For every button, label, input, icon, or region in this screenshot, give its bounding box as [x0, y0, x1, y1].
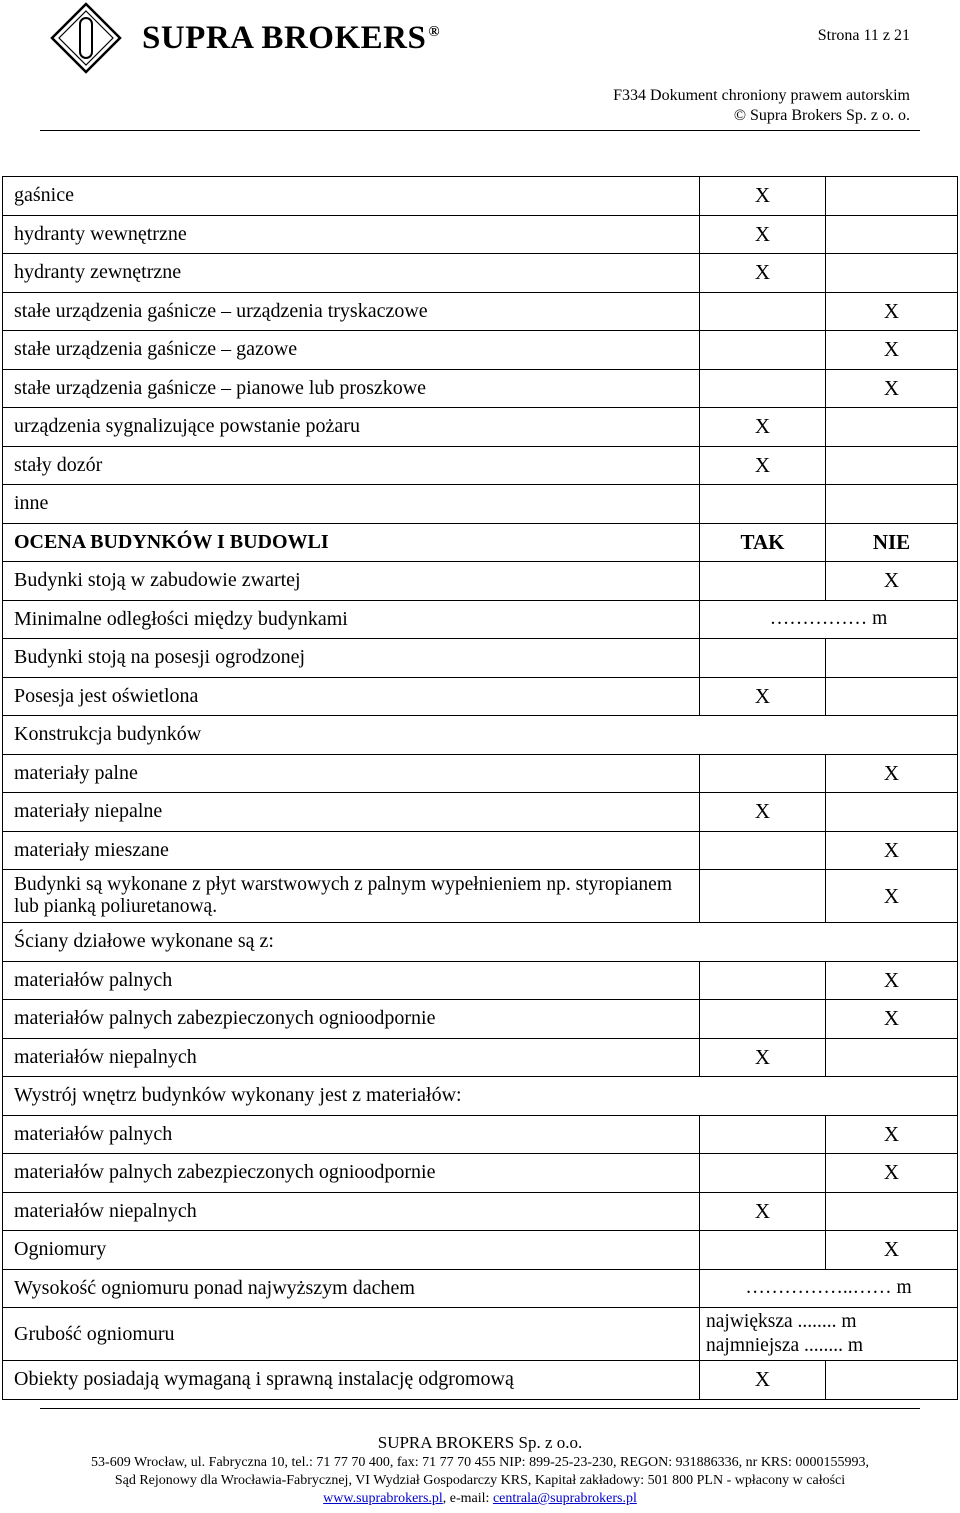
table-row — [3, 1038, 958, 1077]
row-label: materiałów niepalnych — [3, 1038, 700, 1077]
table-row — [3, 331, 958, 370]
mark-no — [826, 485, 958, 524]
row-label: materiały niepalne — [3, 793, 700, 832]
table-row — [3, 1269, 958, 1308]
copyright-notice — [613, 86, 910, 126]
mark-yes — [700, 331, 826, 370]
mark-no — [826, 677, 958, 716]
mark-yes — [700, 870, 826, 923]
subsection-label: Wystrój wnętrz budynków wykonany jest z materiałów: — [3, 1077, 958, 1116]
table-row — [3, 831, 958, 870]
mark-no — [826, 408, 958, 447]
footer-address: 53-609 Wrocław, ul. Fabryczna 10, tel.: 71 77 70 400, fax: 71 77 70 455 NIP: 899-25-23-230, REGON: 931886336, nr KRS: 0000155993, — [91, 1455, 869, 1470]
mark-no: X — [826, 562, 958, 601]
mark-yes — [700, 1115, 826, 1154]
table-row — [3, 1192, 958, 1231]
mark-yes: X — [700, 1038, 826, 1077]
table-row — [3, 754, 958, 793]
table-row — [3, 1154, 958, 1193]
brand-name: SUPRA BROKERS ® — [142, 20, 441, 56]
mark-no — [826, 1038, 958, 1077]
mark-no — [826, 1192, 958, 1231]
mark-no: X — [826, 331, 958, 370]
page-number: Strona 11 z 21 — [817, 27, 910, 44]
row-label: stałe urządzenia gaśnicze – gazowe — [3, 331, 700, 370]
supra-brokers-logo-icon — [50, 2, 122, 74]
table-row — [3, 961, 958, 1000]
mark-no — [826, 793, 958, 832]
row-label: stałe urządzenia gaśnicze – pianowe lub proszkowe — [3, 369, 700, 408]
mark-yes — [700, 1000, 826, 1039]
row-label: Ogniomury — [3, 1231, 700, 1270]
measurement-value: ……………..…… m — [700, 1269, 958, 1308]
mark-yes — [700, 369, 826, 408]
row-label: Obiekty posiadają wymaganą i sprawną instalację odgromową — [3, 1361, 700, 1400]
page-footer — [0, 1432, 960, 1508]
mark-yes: X — [700, 793, 826, 832]
mark-yes — [700, 754, 826, 793]
footer-divider — [40, 1408, 920, 1409]
row-label: stałe urządzenia gaśnicze – urządzenia tryskaczowe — [3, 292, 700, 331]
mark-yes: X — [700, 677, 826, 716]
mark-no: X — [826, 1000, 958, 1039]
table-row — [3, 793, 958, 832]
mark-no — [826, 1361, 958, 1400]
column-yes-header: TAK — [700, 523, 826, 562]
row-label: Posesja jest oświetlona — [3, 677, 700, 716]
table-row — [3, 446, 958, 485]
table-row — [3, 1231, 958, 1270]
column-no-header: NIE — [826, 523, 958, 562]
row-label: materiały mieszane — [3, 831, 700, 870]
email-label: , e-mail: — [442, 1491, 493, 1506]
subsection-row — [3, 716, 958, 755]
mark-yes — [700, 1154, 826, 1193]
subsection-label: Ściany działowe wykonane są z: — [3, 923, 958, 962]
mark-no: X — [826, 1154, 958, 1193]
subsection-label: Konstrukcja budynków — [3, 716, 958, 755]
mark-yes: X — [700, 1192, 826, 1231]
table-row — [3, 177, 958, 216]
mark-no: X — [826, 870, 958, 923]
row-label: Minimalne odległości między budynkami — [3, 600, 700, 639]
mark-yes: X — [700, 215, 826, 254]
row-label: materiałów niepalnych — [3, 1192, 700, 1231]
mark-no: X — [826, 754, 958, 793]
mark-yes: X — [700, 254, 826, 293]
mark-yes: X — [700, 177, 826, 216]
row-label: materiałów palnych zabezpieczonych ognioodpornie — [3, 1000, 700, 1039]
row-label: gaśnice — [3, 177, 700, 216]
row-label: materiałów palnych — [3, 961, 700, 1000]
table-row — [3, 369, 958, 408]
mark-yes: X — [700, 446, 826, 485]
assessment-table — [2, 176, 958, 1400]
footer-court: Sąd Rejonowy dla Wrocławia-Fabrycznej, VI Wydział Gospodarczy KRS, Kapitał zakładowy: 501 800 PLN - wpłacony w całości — [114, 1473, 846, 1488]
website-link[interactable]: www.suprabrokers.pl — [323, 1491, 443, 1506]
mark-yes — [700, 562, 826, 601]
row-label: Budynki są wykonane z płyt warstwowych z palnym wypełnieniem np. styropianem lub pianką poliuretanową. — [3, 870, 700, 923]
mark-no — [826, 446, 958, 485]
subsection-row — [3, 923, 958, 962]
mark-no — [826, 639, 958, 678]
row-label: urządzenia sygnalizujące powstanie pożaru — [3, 408, 700, 447]
row-label: Grubość ogniomuru — [3, 1308, 700, 1361]
mark-no: X — [826, 1231, 958, 1270]
section-title: OCENA BUDYNKÓW I BUDOWLI — [3, 523, 700, 562]
min-thickness: najmniejsza ........ m — [706, 1335, 864, 1356]
registered-mark: ® — [428, 24, 441, 40]
row-label: Budynki stoją w zabudowie zwartej — [3, 562, 700, 601]
measurement-value: …………… m — [700, 600, 958, 639]
table-row — [3, 562, 958, 601]
table-row — [3, 292, 958, 331]
max-thickness: największa ........ m — [706, 1311, 857, 1332]
table-row — [3, 639, 958, 678]
row-label: Wysokość ogniomuru ponad najwyższym dachem — [3, 1269, 700, 1308]
mark-no: X — [826, 292, 958, 331]
mark-yes — [700, 961, 826, 1000]
mark-yes — [700, 639, 826, 678]
document-notice: F334 Dokument chroniony prawem autorskim — [613, 87, 910, 104]
mark-yes — [700, 1231, 826, 1270]
mark-yes: X — [700, 1361, 826, 1400]
mark-no — [826, 215, 958, 254]
table-row — [3, 485, 958, 524]
table-row — [3, 254, 958, 293]
mark-no: X — [826, 369, 958, 408]
header-divider — [40, 130, 920, 131]
table-row — [3, 1115, 958, 1154]
footer-company: SUPRA BROKERS Sp. z o.o. — [377, 1433, 583, 1452]
mark-no — [826, 254, 958, 293]
table-row — [3, 600, 958, 639]
mark-yes — [700, 292, 826, 331]
row-label: inne — [3, 485, 700, 524]
measurement-range — [700, 1308, 958, 1361]
row-label: Budynki stoją na posesji ogrodzonej — [3, 639, 700, 678]
mark-no: X — [826, 961, 958, 1000]
row-label: stały dozór — [3, 446, 700, 485]
row-label: materiałów palnych zabezpieczonych ognioodpornie — [3, 1154, 700, 1193]
copyright-line: © Supra Brokers Sp. z o. o. — [733, 107, 910, 124]
footer-contacts — [0, 1490, 960, 1508]
table-row — [3, 677, 958, 716]
row-label: hydranty zewnętrzne — [3, 254, 700, 293]
email-link[interactable]: centrala@suprabrokers.pl — [492, 1491, 637, 1506]
row-label: hydranty wewnętrzne — [3, 215, 700, 254]
mark-no — [826, 177, 958, 216]
row-label: materiałów palnych — [3, 1115, 700, 1154]
table-row — [3, 408, 958, 447]
mark-yes — [700, 485, 826, 524]
table-row — [3, 215, 958, 254]
mark-yes — [700, 831, 826, 870]
row-label: materiały palne — [3, 754, 700, 793]
section-header-row — [3, 523, 958, 562]
mark-no: X — [826, 1115, 958, 1154]
subsection-row — [3, 1077, 958, 1116]
mark-no: X — [826, 831, 958, 870]
mark-yes: X — [700, 408, 826, 447]
table-row — [3, 1000, 958, 1039]
table-row — [3, 870, 958, 923]
table-row — [3, 1308, 958, 1361]
table-row — [3, 1361, 958, 1400]
